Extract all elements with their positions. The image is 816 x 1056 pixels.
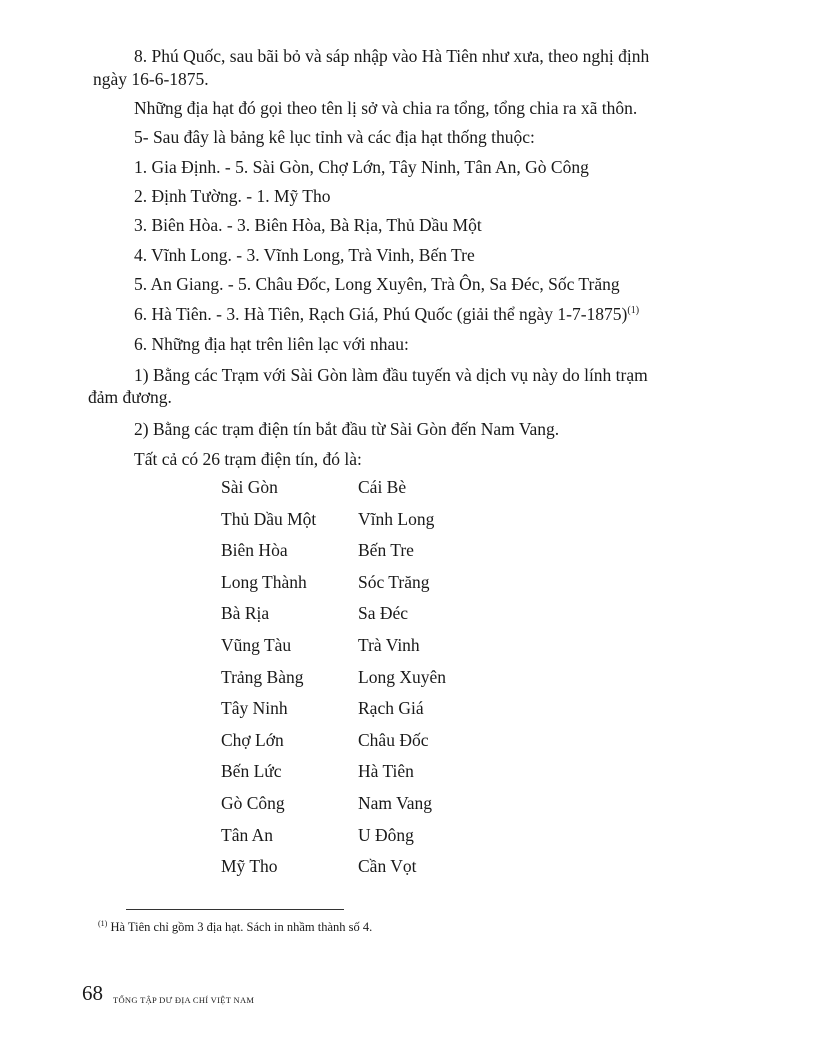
- station-name-right: Bến Tre: [358, 540, 414, 561]
- paragraph-phu-quoc-cont: ngày 16-6-1875.: [93, 69, 209, 89]
- footnote-marker: (1): [98, 918, 108, 928]
- station-name-left: Long Thành: [221, 571, 307, 592]
- footnote: [98, 919, 372, 935]
- station-name-right: U Đông: [358, 824, 414, 845]
- station-name-right: Sóc Trăng: [358, 571, 430, 592]
- station-name-right: Vĩnh Long: [358, 508, 435, 529]
- paragraph-phu-quoc: 8. Phú Quốc, sau bãi bỏ và sáp nhập vào Hà Tiên như xưa, theo nghị định: [134, 46, 650, 66]
- paragraph-dia-hat: Những địa hạt đó gọi theo tên lị sở và chia ra tổng, tổng chia ra xã thôn.: [134, 98, 638, 118]
- province-dinh-tuong: 2. Định Tường. - 1. Mỹ Tho: [134, 186, 331, 206]
- province-bien-hoa: 3. Biên Hòa. - 3. Biên Hòa, Bà Rịa, Thủ Dầu Một: [134, 215, 482, 235]
- station-name-right: Cần Vọt: [358, 856, 417, 877]
- paragraph-26-tram: Tất cả có 26 trạm điện tín, đó là:: [134, 449, 362, 469]
- page-number: 68: [82, 981, 103, 1005]
- station-name-right: Cái Bè: [358, 477, 407, 497]
- paragraph-dien-tin: 2) Bằng các trạm điện tín bắt đầu từ Sài Gòn đến Nam Vang.: [134, 419, 560, 439]
- province-gia-dinh: 1. Gia Định. - 5. Sài Gòn, Chợ Lớn, Tây Ninh, Tân An, Gò Công: [134, 157, 589, 177]
- station-name-left: Mỹ Tho: [221, 856, 278, 877]
- station-name-left: Thủ Dầu Một: [221, 508, 317, 529]
- station-name-left: Tây Ninh: [221, 698, 288, 719]
- station-name-right: Trà Vinh: [358, 634, 420, 655]
- station-name-left: Biên Hòa: [221, 540, 288, 561]
- station-name-left: Vũng Tàu: [221, 634, 292, 655]
- paragraph-lien-lac: 6. Những địa hạt trên liên lạc với nhau:: [134, 334, 409, 354]
- paragraph-tram: 1) Bằng các Trạm với Sài Gòn làm đầu tuyến và dịch vụ này do lính trạm: [134, 365, 648, 385]
- province-ha-tien-text: 6. Hà Tiên. - 3. Hà Tiên, Rạch Giá, Phú Quốc (giải thể ngày 1-7-1875): [134, 304, 628, 324]
- station-name-left: Bến Lức: [221, 761, 282, 782]
- footnote-text: Hà Tiên chỉ gồm 3 địa hạt. Sách in nhầm thành số 4.: [110, 920, 373, 934]
- footnote-divider: [126, 909, 344, 910]
- footnote-reference: (1): [627, 305, 640, 317]
- station-name-right: Nam Vang: [358, 792, 433, 813]
- paragraph-bang-ke: 5- Sau đây là bảng kê lục tỉnh và các địa hạt thống thuộc:: [134, 127, 535, 147]
- province-an-giang: 5. An Giang. - 5. Châu Đốc, Long Xuyên, Trà Ôn, Sa Đéc, Sốc Trăng: [134, 274, 620, 294]
- paragraph-tram-cont: đảm đương.: [88, 387, 172, 407]
- station-name-right: Rạch Giá: [358, 698, 424, 719]
- station-name-left: Chợ Lớn: [221, 729, 284, 750]
- station-name-left: Gò Công: [221, 792, 285, 813]
- station-name-right: Sa Đéc: [358, 603, 409, 624]
- station-name-left: Sài Gòn: [221, 477, 278, 497]
- province-vinh-long: 4. Vĩnh Long. - 3. Vĩnh Long, Trà Vinh, Bến Tre: [134, 245, 475, 265]
- station-name-left: Bà Rịa: [221, 603, 270, 624]
- station-name-right: Long Xuyên: [358, 666, 446, 687]
- running-footer-title: TỔNG TẬP DƯ ĐỊA CHÍ VIỆT NAM: [113, 995, 255, 1005]
- province-ha-tien: [134, 303, 639, 325]
- station-name-right: Hà Tiên: [358, 761, 414, 782]
- station-name-right: Châu Đốc: [358, 729, 429, 750]
- station-name-left: Trảng Bàng: [221, 666, 304, 687]
- station-name-left: Tân An: [221, 824, 274, 845]
